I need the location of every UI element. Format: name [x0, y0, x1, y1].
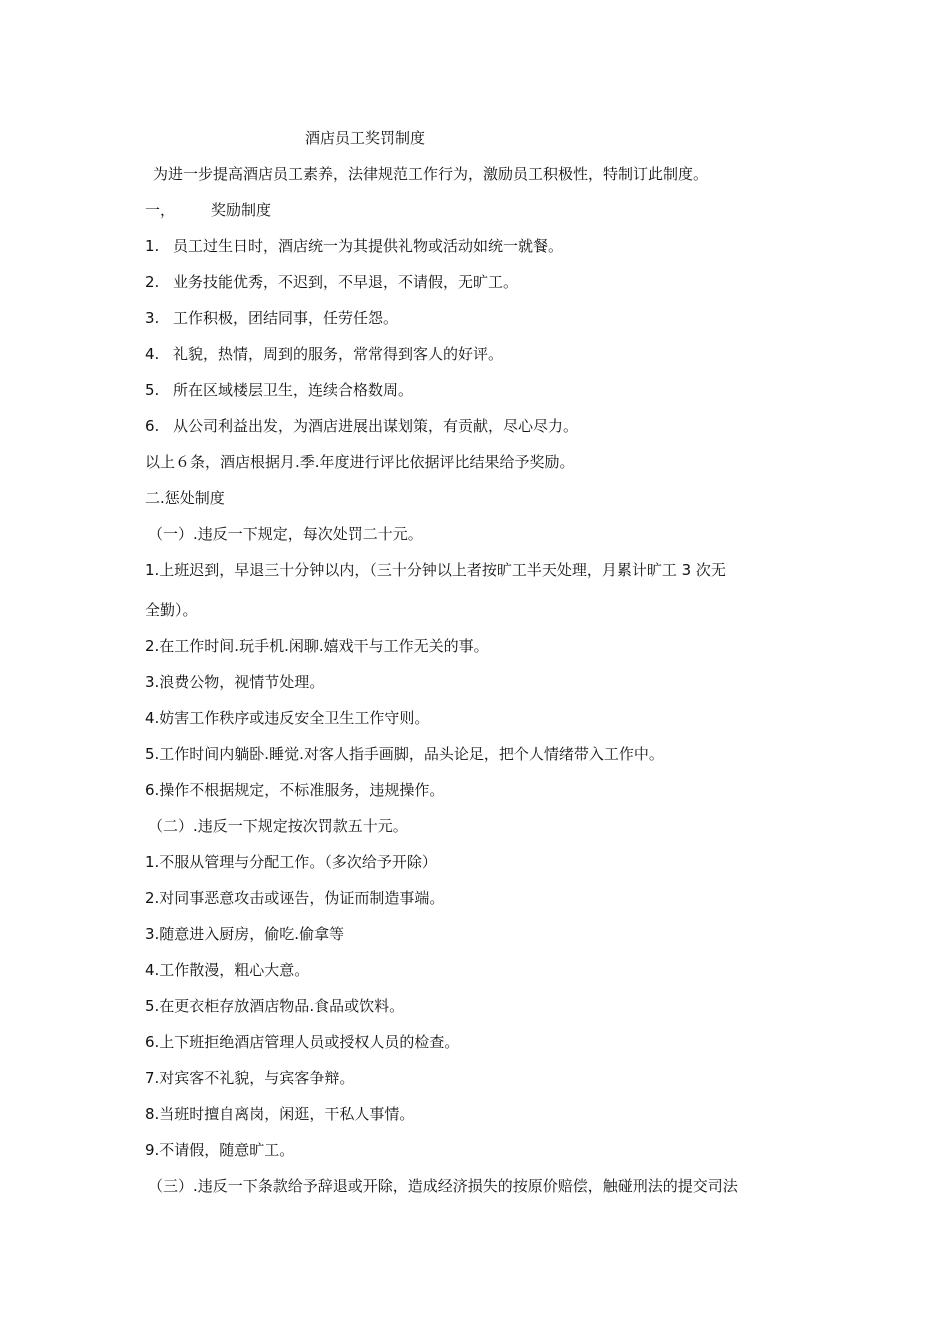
penalty-item: 2.对同事恶意攻击或诬告，伪证而制造事端。: [145, 889, 445, 907]
reward-item-text: 工作积极，团结同事，任劳任怨。: [173, 309, 399, 327]
reward-item-text: 员工过生日时，酒店统一为其提供礼物或活动如统一就餐。: [173, 237, 564, 255]
reward-item-text: 礼貌，热情，周到的服务，常常得到客人的好评。: [173, 345, 504, 363]
penalty-item: 7.对宾客不礼貌，与宾客争辩。: [145, 1069, 355, 1087]
reward-item-number: 4.: [145, 345, 160, 363]
intro-paragraph: 为进一步提高酒店员工素养，法律规范工作行为，激励员工积极性，特制订此制度。: [153, 165, 709, 183]
reward-item: [145, 236, 563, 256]
reward-item-text: 业务技能优秀，不迟到，不早退，不请假，无旷工。: [173, 273, 519, 291]
penalty-item: 1.上班迟到，早退三十分钟以内，（三十分钟以上者按旷工半天处理，月累计旷工 3 次无: [145, 561, 726, 579]
reward-item-number: 1.: [145, 237, 160, 255]
section1-number: 一，: [145, 201, 176, 219]
penalty-item-continuation: 全勤）。: [145, 601, 198, 619]
reward-item-text: 从公司利益出发，为酒店进展出谋划策，有贡献，尽心尽力。: [173, 417, 579, 435]
reward-item: [145, 416, 578, 436]
penalty-item: 5.工作时间内躺卧.睡觉.对客人指手画脚，品头论足，把个人情绪带入工作中。: [145, 745, 664, 763]
penalty-item: 6.操作不根据规定，不标准服务，违规操作。: [145, 781, 445, 799]
reward-item: [145, 380, 413, 400]
section2-heading: 二.惩处制度: [145, 489, 225, 507]
reward-item-text: 所在区域楼层卫生，连续合格数周。: [173, 381, 414, 399]
penalty-item: 9.不请假，随意旷工。: [145, 1141, 295, 1159]
reward-item: [145, 272, 518, 292]
reward-item-number: 5.: [145, 381, 160, 399]
reward-item-number: 6.: [145, 417, 160, 435]
reward-summary: 以上６条，酒店根据月.季.年度进行评比依据评比结果给予奖励。: [145, 453, 575, 471]
penalty-sub1-heading: （一）.违反一下规定，每次处罚二十元。: [148, 525, 423, 543]
penalty-item: 4.工作散漫，粗心大意。: [145, 961, 310, 979]
penalty-item: 4.妨害工作秩序或违反安全卫生工作守则。: [145, 709, 430, 727]
penalty-item: 5.在更衣柜存放酒店物品.食品或饮料。: [145, 997, 405, 1015]
reward-item: [145, 344, 503, 364]
penalty-item: 6.上下班拒绝酒店管理人员或授权人员的检查。: [145, 1033, 460, 1051]
penalty-item: 1.不服从管理与分配工作。（多次给予开除）: [145, 853, 437, 871]
penalty-item: 3.随意进入厨房，偷吃.偷拿等: [145, 925, 345, 943]
section1-heading: [145, 200, 271, 220]
reward-item-number: 2.: [145, 273, 160, 291]
reward-item-number: 3.: [145, 309, 160, 327]
penalty-sub2-heading: （二）.违反一下规定按次罚款五十元。: [148, 817, 408, 835]
penalty-sub3-heading: （三）.违反一下条款给予辞退或开除，造成经济损失的按原价赔偿，触碰刑法的提交司法: [148, 1177, 738, 1195]
penalty-item: 2.在工作时间.玩手机.闲聊.嬉戏干与工作无关的事。: [145, 637, 489, 655]
section1-title: 奖励制度: [211, 201, 272, 219]
document-title: 酒店员工奖罚制度: [305, 129, 426, 147]
reward-item: [145, 308, 398, 328]
penalty-item: 8.当班时擅自离岗，闲逛，干私人事情。: [145, 1105, 415, 1123]
penalty-item: 3.浪费公物，视情节处理。: [145, 673, 325, 691]
